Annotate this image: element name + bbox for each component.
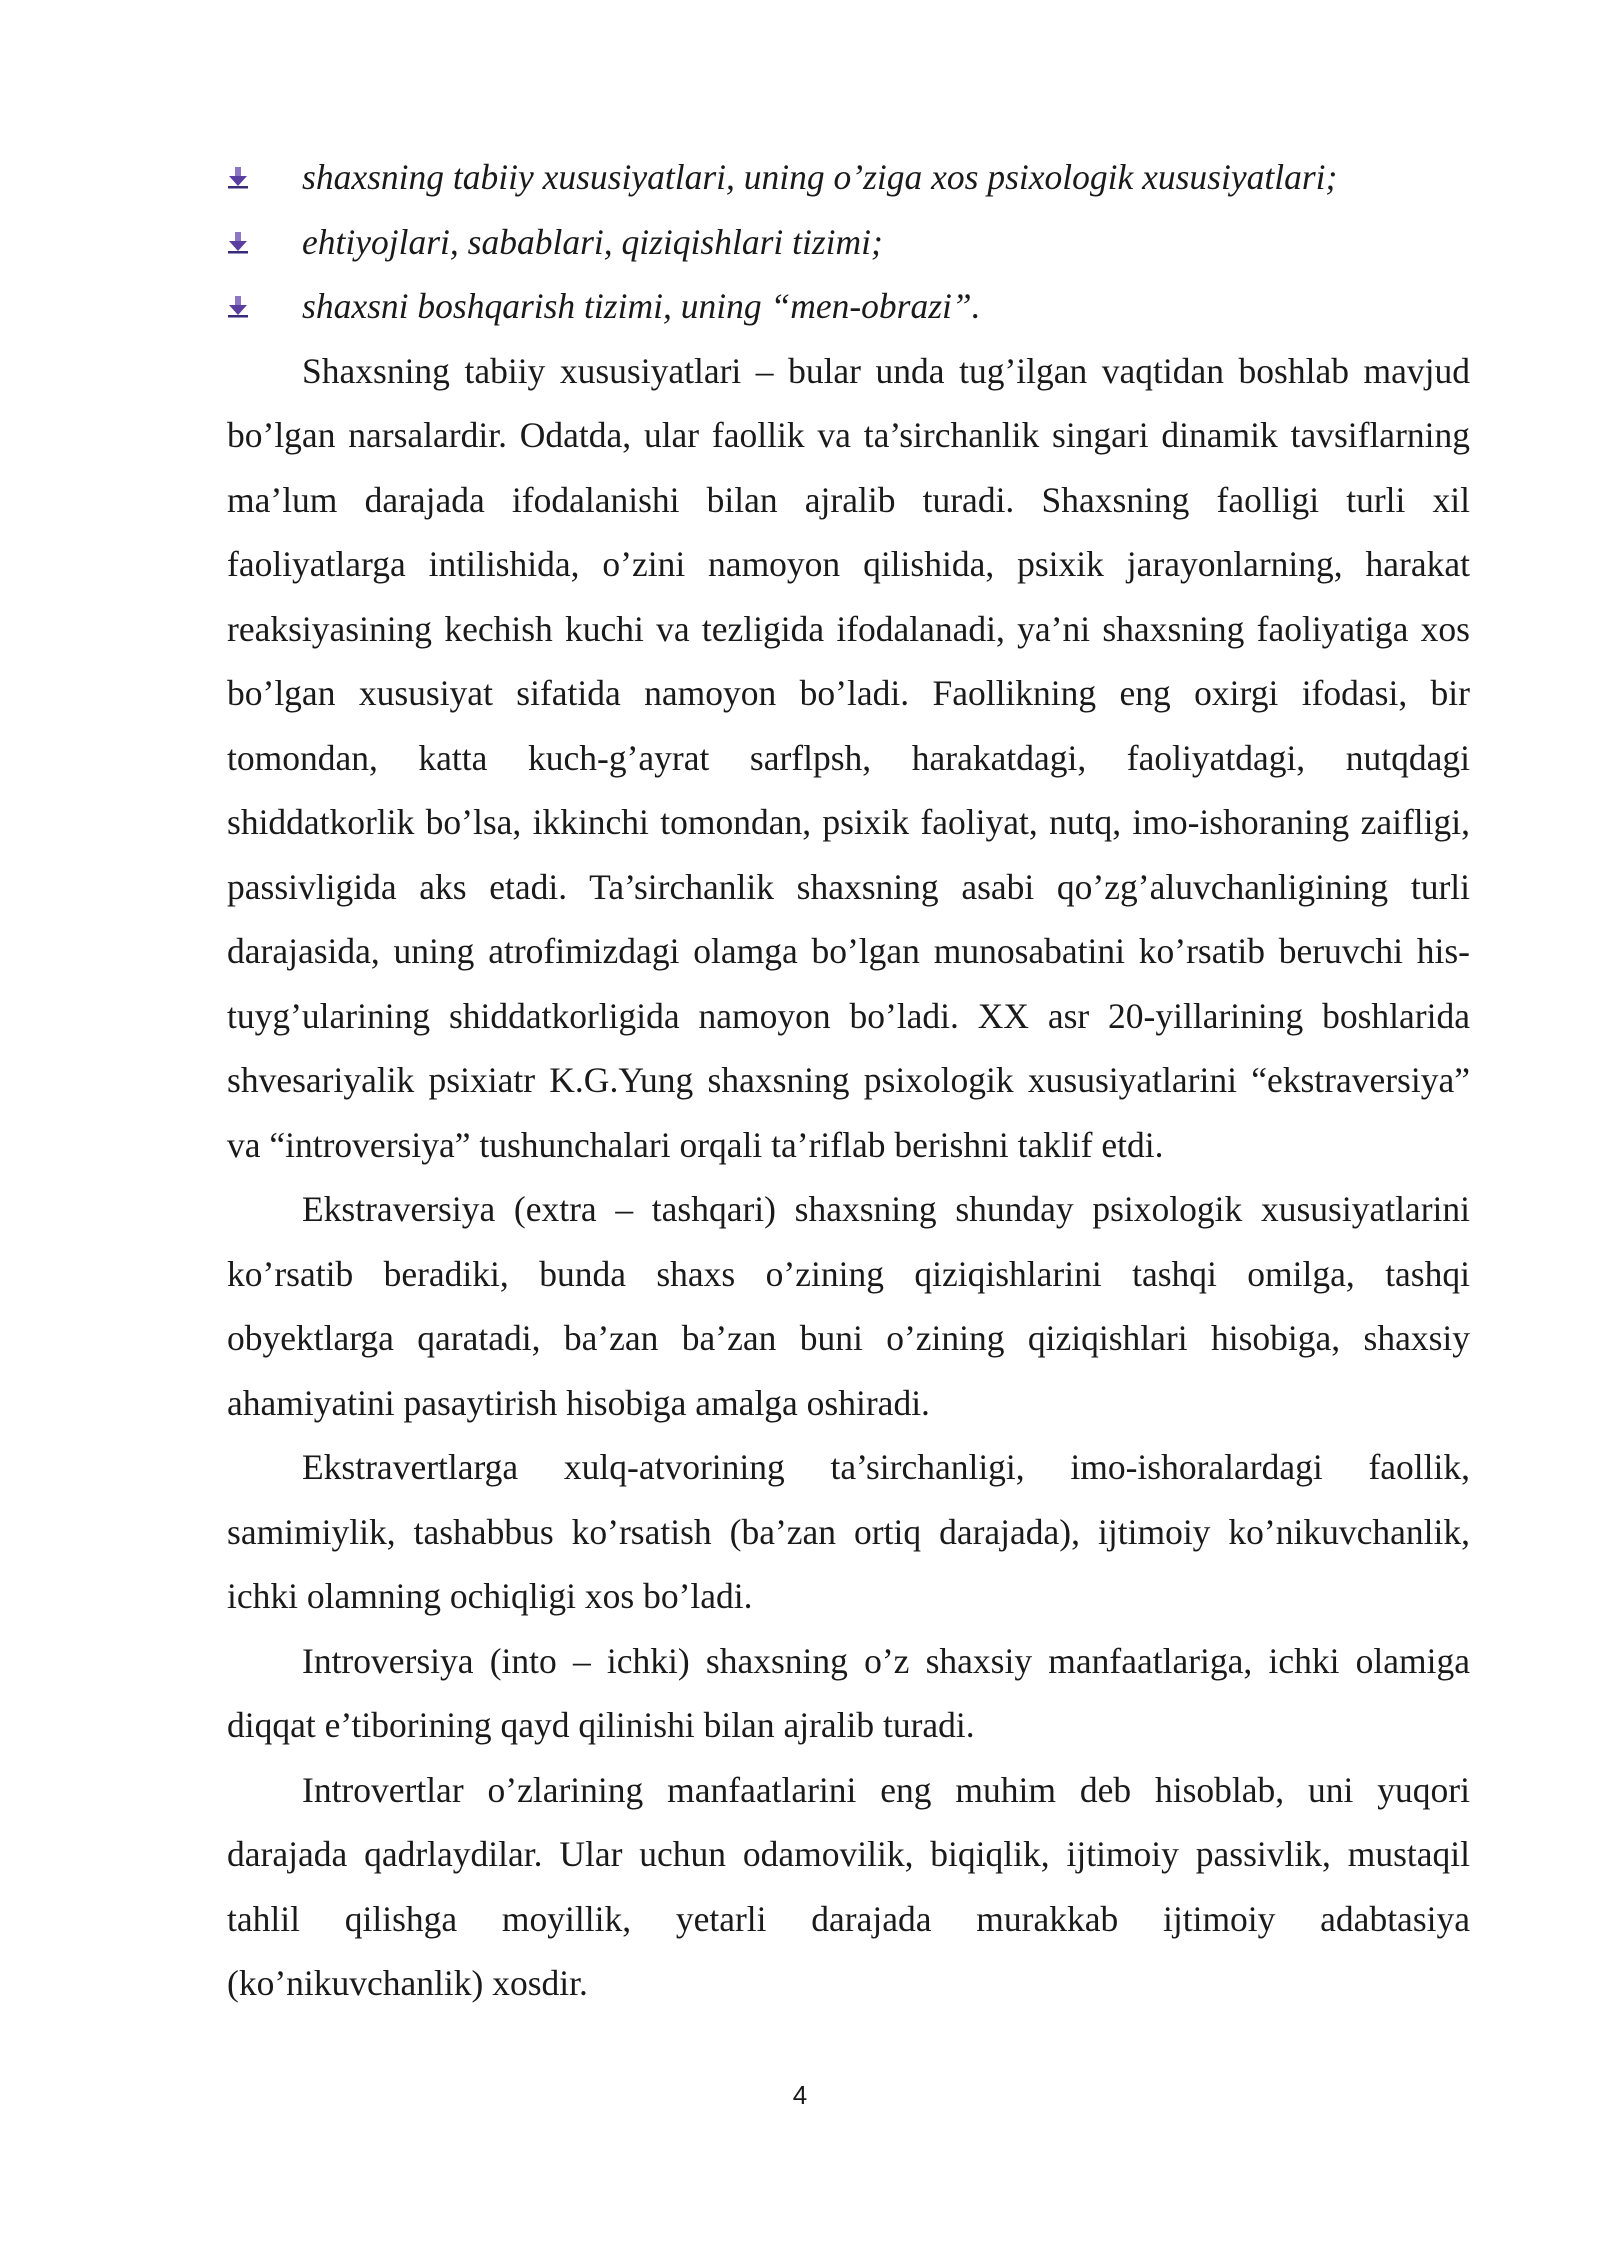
paragraph-extraversion: Ekstraversiya (extra – tashqari) shaxsning shunday psixologik xususiyatlarini ko’rsatib beradiki, bunda shaxs o’zining qiziqishlarini tashqi omilga, tashqi obyektlarga qaratadi, ba’zan ba’zan buni o’zining qiziqishlari hisobiga, shaxsiy ahamiyatini pasaytirish hisobiga amalga oshiradi.: [227, 1189, 1470, 1423]
bullet-item: [227, 145, 1470, 210]
document-page: [227, 145, 1470, 2016]
bullet-item: [227, 210, 1470, 275]
bullet-list: [227, 145, 1470, 339]
paragraph-introverts: Introvertlar o’zlarining manfaatlarini eng muhim deb hisoblab, uni yuqori darajada qadrlaydilar. Ular uchun odamovilik, biqiqlik, ijtimoiy passivlik, mustaqil tahlil qilishga moyillik, yetarli darajada murakkab ijtimoiy adabtasiya (ko’nikuvchanlik) xosdir.: [227, 1769, 1470, 2003]
bullet-text: ehtiyojlari, sabablari, qiziqishlari tizimi;: [302, 221, 883, 262]
bullet-text: shaxsning tabiiy xususiyatlari, uning o’ziga xos psixologik xususiyatlari;: [302, 157, 1338, 197]
bullet-item: [227, 274, 1470, 339]
down-arrow-icon: [227, 294, 249, 318]
paragraph-natural-traits: Shaxsning tabiiy xususiyatlari – bular unda tug’ilgan vaqtidan boshlab mavjud bo’lgan narsalardir. Odatda, ular faollik va ta’sirchanlik singari dinamik tavsiflarning ma’lum darajada ifodalanishi bilan ajralib turadi. Shaxsning faolligi turli xil faoliyatlarga intilishida, o’zini namoyon qilishida, psixik jarayonlarning, harakat reaksiyasining kechish kuchi va tezligida ifodalanadi, ya’ni shaxsning faoliyatiga xos bo’lgan xususiyat sifatida namoyon bo’ladi. Faollikning eng oxirgi ifodasi, bir tomondan, katta kuch-g’ayrat sarflpsh, harakatdagi, faoliyatdagi, nutqdagi shiddatkorlik bo’lsa, ikkinchi tomondan, psixik faoliyat, nutq, imo-ishoraning zaifligi, passivligida aks etadi. Ta’sirchanlik shaxsning asabi qo’zg’aluvchanligining turli darajasida, uning atrofimizdagi olamga bo’lgan munosabatini ko’rsatib beruvchi his-tuyg’ularining shiddatkorligida namoyon bo’ladi. XX asr 20-yillarining boshlarida shvesariyalik psixiatr K.G.Yung shaxsning psixologik xususiyatlarini “ekstraversiya” va “introversiya” tushunchalari orqali ta’riflab berishni taklif etdi.: [227, 350, 1470, 1165]
bullet-text: shaxsni boshqarish tizimi, uning “men-obrazi”.: [302, 286, 981, 326]
down-arrow-icon: [227, 230, 249, 254]
paragraph-extraverts: Ekstravertlarga xulq-atvorining ta’sirchanligi, imo-ishoralardagi faollik, samimiylik, tashabbus ko’rsatish (ba’zan ortiq darajada), ijtimoiy ko’nikuvchanlik, ichki olamning ochiqligi xos bo’ladi.: [227, 1447, 1470, 1616]
down-arrow-icon: [227, 165, 249, 189]
paragraph-introversion: Introversiya (into – ichki) shaxsning o’z shaxsiy manfaatlariga, ichki olamiga diqqat e’tiborining qayd qilinishi bilan ajralib turadi.: [227, 1640, 1470, 1745]
page-number: 4: [792, 2080, 808, 2110]
